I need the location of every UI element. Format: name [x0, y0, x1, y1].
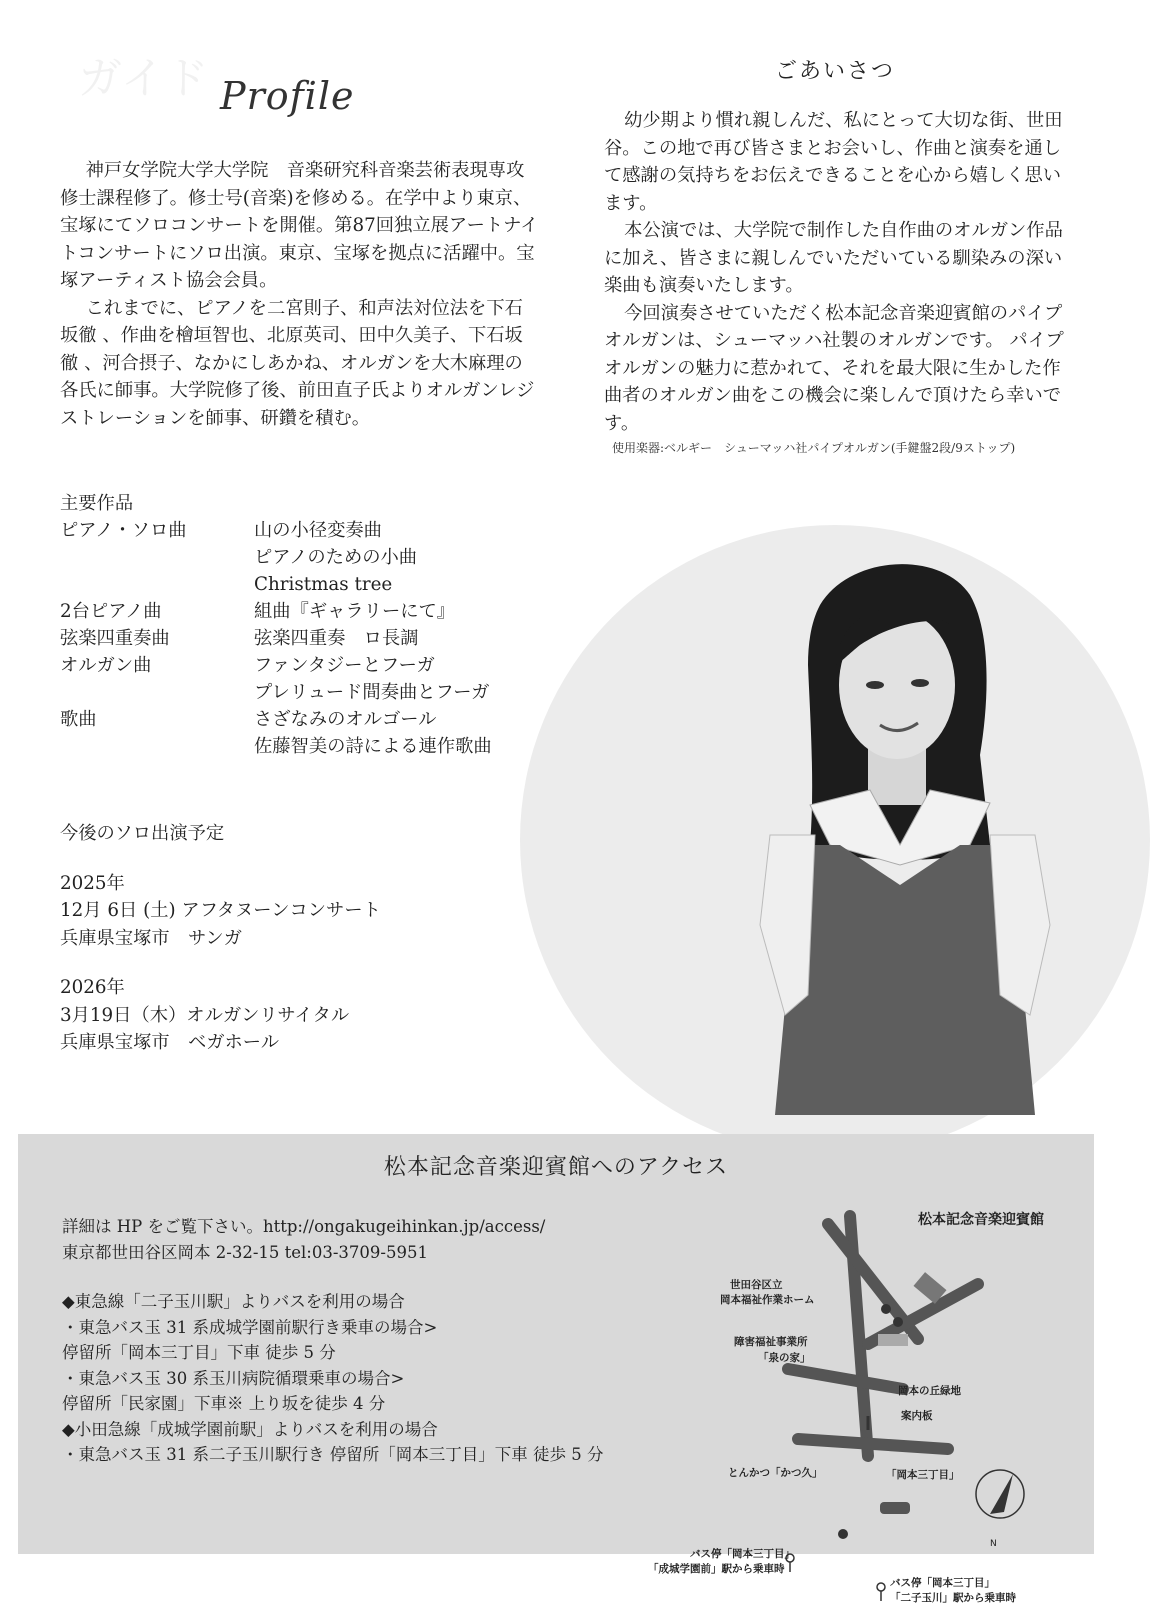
access-line: 停留所「民家園」下車※ 上り坂を徒歩 4 分: [62, 1394, 386, 1413]
road-cross-1: [788, 1369, 903, 1389]
access-title: 松本記念音楽迎賓館へのアクセス: [383, 1155, 729, 1180]
traffic-light-icon: [880, 1502, 910, 1514]
event-place: 兵庫県宝塚市 サンガ: [60, 927, 242, 949]
greeting-paragraph: 今回演奏させていただく松本記念音楽迎賓館のパイプオルガンは、シューマッハ社製のオルガンです。 パイプオルガンの魅力に惹かれて、それを最大限に生かした作曲者のオルガン曲をこの機会に楽しんで頂けたら幸いです。: [604, 302, 1064, 434]
access-panel: [18, 1134, 1094, 1604]
work-category: [60, 679, 254, 706]
work-category: オルガン曲: [60, 655, 152, 676]
work-piece: 弦楽四重奏 ロ長調: [254, 628, 419, 649]
work-piece: ピアノのための小曲: [254, 547, 418, 568]
work-piece: さざなみのオルゴール: [254, 709, 437, 730]
schedule-event: [60, 974, 381, 1057]
greeting-paragraph: 本公演では、大学院で制作した自作曲のオルガン作品に加え、皆さまに親しんでいただいている馴染みの深い楽曲も演奏いたします。: [604, 220, 1063, 296]
access-line: 詳細は HP をご覧下さい。http://ongakugeihinkan.jp/access/: [62, 1217, 546, 1236]
work-row: [60, 706, 492, 733]
map-facility-label-1: 障害福祉事業所: [734, 1336, 808, 1348]
work-row: [60, 517, 492, 544]
greeting-text: [604, 107, 1074, 437]
access-line: [62, 1265, 603, 1289]
map-intersection-label: 「岡本三丁目」: [886, 1469, 960, 1481]
map-facility-label-2: 「泉の家」: [758, 1352, 811, 1364]
work-piece: Christmas tree: [254, 574, 393, 595]
access-line: ◆東急線「二子玉川駅」よりバスを利用の場合: [62, 1292, 405, 1311]
work-piece: 山の小径変奏曲: [254, 520, 382, 541]
event-date: 12月 6日 (土) アフタヌーンコンサート: [60, 900, 381, 921]
map-venue-label: 松本記念音楽迎賓館: [918, 1212, 1044, 1228]
map-home-label-1: 世田谷区立: [730, 1279, 783, 1291]
work-row: [60, 625, 492, 652]
work-row: [60, 652, 492, 679]
event-place: 兵庫県宝塚市 ベガホール: [60, 1032, 280, 1053]
work-piece: ファンタジーとフーガ: [254, 655, 435, 676]
work-category: [60, 733, 254, 760]
work-piece: 組曲『ギャラリーにて』: [254, 601, 456, 622]
map-bus-stop-2-label: バス停「岡本三丁目」: [890, 1577, 995, 1589]
work-category: [60, 544, 254, 571]
map-greenery-label: 岡本の丘緑地: [898, 1385, 961, 1397]
access-line: 東京都世田谷区岡本 2-32-15 tel:03-3709-5951: [62, 1242, 428, 1262]
work-category: ピアノ・ソロ曲: [60, 520, 187, 541]
map-bus-stop-2-note: 「二子玉川」駅から乗車時: [890, 1592, 1016, 1604]
facility-marker: [893, 1317, 903, 1327]
schedule: [60, 820, 381, 1057]
map-home-label-2: 岡本福祉作業ホーム: [720, 1294, 815, 1306]
works-list: [60, 490, 492, 760]
work-category: 2台ピアノ曲: [60, 601, 162, 622]
event-year: 2026年: [60, 977, 125, 998]
ghost-title: ガイド: [78, 53, 209, 104]
access-line: 停留所「岡本三丁目」下車 徒歩 5 分: [62, 1343, 336, 1362]
works-title: 主要作品: [60, 493, 134, 514]
work-category: [60, 571, 254, 598]
greeting-paragraph: 幼少期より慣れ親しんだ、私にとって大切な街、世田谷。この地で再び皆さまとお会いし、作曲と演奏を通して感謝の気持ちをお伝えできることを心から嬉しく思います。: [604, 110, 1063, 214]
work-row: [60, 679, 492, 706]
access-line: ・東急バス玉 31 系二子玉川駅行き 停留所「岡本三丁目」下車 徒歩 5 分: [62, 1445, 604, 1464]
greeting-title: ごあいさつ: [774, 59, 895, 84]
greenery-block: [878, 1334, 908, 1346]
tonkatsu-marker: [838, 1529, 848, 1539]
access-line: ・東急バス玉 30 系玉川病院循環乗車の場合>: [62, 1368, 405, 1388]
event-date: 3月19日（木）オルガンリサイタル: [60, 1004, 350, 1026]
map-north-label: N: [990, 1539, 997, 1549]
work-category: 弦楽四重奏曲: [60, 628, 170, 649]
profile-title: Profile: [220, 74, 355, 118]
map-tonkatsu-label: とんかつ「かつ久」: [728, 1467, 823, 1479]
map-bus-stop-1-label: バス停「岡本三丁目」: [690, 1548, 795, 1560]
access-directions: [62, 1214, 603, 1468]
work-category: 歌曲: [60, 709, 97, 730]
access-line: ・東急バス玉 31 系成城学園前駅行き乗車の場合>: [62, 1317, 438, 1337]
road-cross-2: [798, 1439, 948, 1449]
instrument-note: 使用楽器:ベルギー シューマッハ社パイプオルガン(手鍵盤2段/9ストップ): [612, 441, 1016, 455]
schedule-event: [60, 870, 381, 953]
work-row: [60, 544, 492, 571]
work-piece: プレリュード間奏曲とフーガ: [254, 682, 490, 703]
work-row: [60, 571, 492, 598]
portrait-photo: [690, 545, 1110, 1115]
access-line: ◆小田急線「成城学園前駅」よりバスを利用の場合: [62, 1419, 438, 1439]
access-map: [618, 1194, 1078, 1604]
event-year: 2025年: [60, 872, 125, 894]
bus-stop-icon: [877, 1583, 885, 1591]
work-row: [60, 733, 492, 760]
schedule-title: 今後のソロ出演予定: [60, 823, 225, 844]
work-row: [60, 598, 492, 625]
map-bus-stop-1-note: 「成城学園前」駅から乗車時: [648, 1563, 785, 1575]
map-guide-label: 案内板: [901, 1410, 933, 1422]
work-piece: 佐藤智美の詩による連作歌曲: [254, 736, 492, 757]
bio-paragraph: 神戸女学院大学大学院 音楽研究科音楽芸術表現専攻修士課程修了。修士号(音楽)を修める。在学中より東京、宝塚にてソロコンサートを開催。第87回独立展アートナイトコンサートにソロ出演。東京、宝塚を拠点に活躍中。宝塚アーティスト協会会員。: [60, 160, 539, 291]
bio-paragraph: これまでに、ピアノを二宮則子、和声法対位法を下石坂徹 、作曲を檜垣智也、北原英司、田中久美子、下石坂徹 、河合摂子、なかにしあかね、オルガンを大木麻理の各氏に師事。大学院修了後、前田直子氏よりオルガンレジストレーションを師事、研鑽を積む。: [60, 297, 535, 429]
home-marker: [881, 1304, 891, 1314]
profile-bio: [60, 157, 540, 432]
